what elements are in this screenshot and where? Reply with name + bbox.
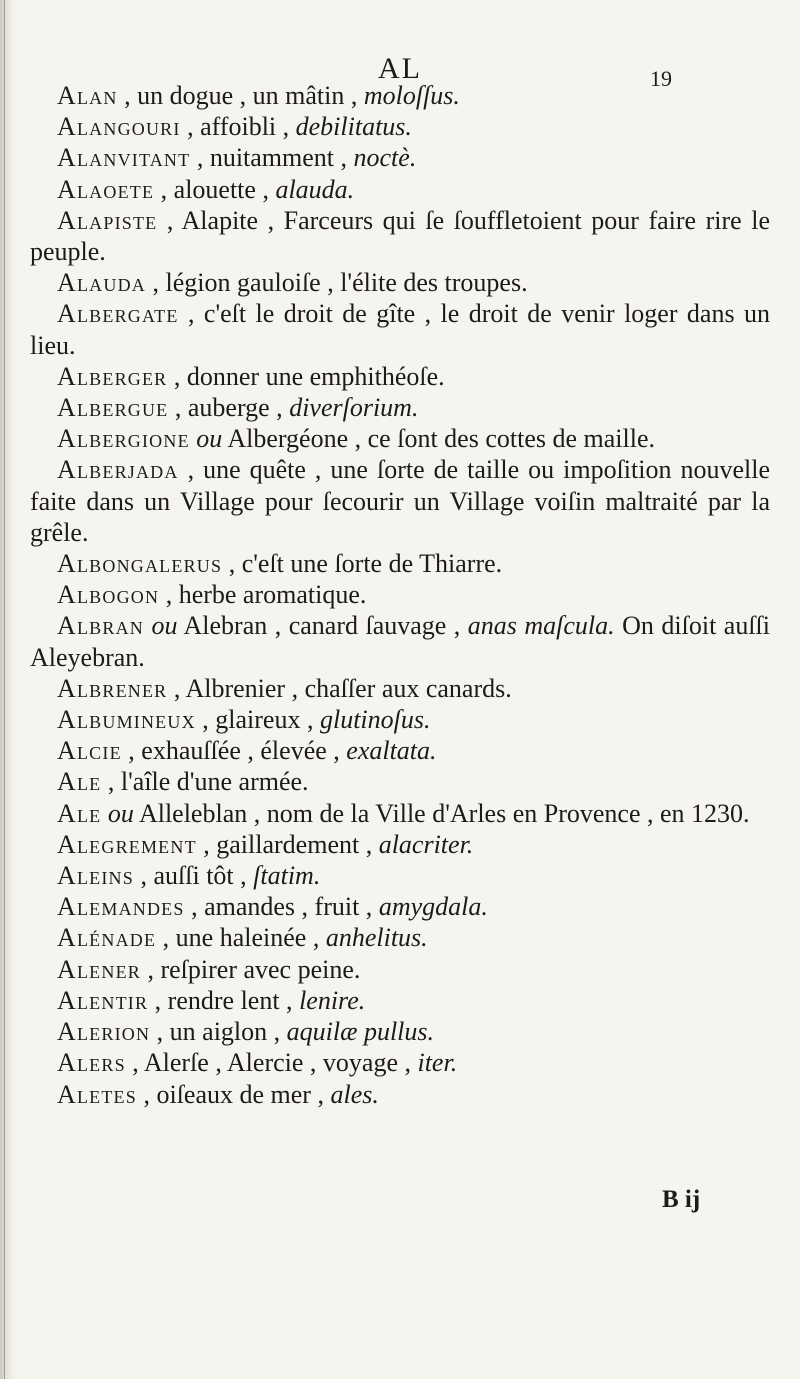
entry-definition: c'eſt le droit de gîte , le droit de venir loger dans un lieu. bbox=[30, 299, 770, 360]
entry-headword: Alberjada bbox=[57, 455, 179, 485]
entry-separator: , bbox=[184, 892, 205, 922]
entry-definition: rendre lent , bbox=[167, 985, 300, 1015]
entry-separator: , bbox=[190, 143, 210, 173]
entry-separator: , bbox=[178, 455, 204, 485]
entry-headword: Alanvitant bbox=[57, 143, 191, 173]
entry-separator: , bbox=[125, 1048, 144, 1078]
entry-headword: Alcie bbox=[57, 736, 122, 766]
dictionary-entries bbox=[30, 80, 770, 1110]
dictionary-entry bbox=[30, 423, 770, 454]
dictionary-entry bbox=[30, 985, 770, 1016]
dictionary-entry bbox=[30, 392, 770, 423]
entry-headword: Albergione bbox=[57, 424, 190, 454]
dictionary-entry bbox=[30, 610, 770, 672]
entry-definition: c'eſt une ſorte de Thiarre. bbox=[241, 549, 503, 579]
entry-definition: Alerſe , Alercie , voyage , bbox=[143, 1048, 418, 1078]
entry-definition: gaillardement , bbox=[216, 829, 379, 859]
entry-separator: , bbox=[222, 549, 242, 579]
entry-headword: Alapiste bbox=[57, 205, 158, 235]
entry-separator: , bbox=[157, 205, 182, 235]
entry-definition: alouette , bbox=[173, 174, 276, 204]
page-gutter bbox=[0, 0, 14, 1379]
entry-definition: l'aîle d'une armée. bbox=[120, 767, 309, 797]
entry-headword: Alberger bbox=[57, 361, 168, 391]
entry-headword: Ale bbox=[57, 767, 102, 797]
entry-latin-gloss: ou bbox=[107, 798, 134, 828]
entry-headword: Alaoete bbox=[57, 174, 155, 204]
entry-headword: Alegrement bbox=[57, 829, 197, 859]
entry-latin-gloss: anhelitus. bbox=[325, 923, 428, 953]
entry-latin-gloss: diverſorium. bbox=[289, 393, 419, 423]
entry-headword: Albogon bbox=[57, 580, 160, 610]
entry-separator: , bbox=[150, 1017, 170, 1047]
entry-definition: glaireux , bbox=[215, 705, 320, 735]
entry-separator: , bbox=[195, 705, 216, 735]
entry-definition: reſpirer avec peine. bbox=[160, 954, 361, 984]
entry-definition: Alebran , canard ſauvage , bbox=[177, 611, 468, 641]
entry-headword: Alerion bbox=[57, 1017, 151, 1047]
dictionary-entry bbox=[30, 1047, 770, 1078]
dictionary-entry bbox=[30, 174, 770, 205]
dictionary-entry bbox=[30, 298, 770, 360]
entry-separator: , bbox=[168, 393, 188, 423]
entry-headword: Ale bbox=[57, 798, 102, 828]
entry-definition: légion gauloiſe , l'élite des troupes. bbox=[165, 268, 528, 298]
entry-latin-gloss: iter. bbox=[417, 1048, 458, 1078]
entry-definition: herbe aromatique. bbox=[178, 580, 367, 610]
entry-separator: , bbox=[148, 985, 168, 1015]
entry-definition: affoibli , bbox=[200, 112, 296, 142]
entry-separator: , bbox=[178, 299, 204, 329]
page-edge-line bbox=[4, 0, 5, 1379]
entry-headword: Aleins bbox=[57, 861, 134, 891]
entry-headword: Albongalerus bbox=[57, 549, 223, 579]
entry-separator: , bbox=[136, 1079, 157, 1109]
entry-definition: une quête , une ſorte de taille ou impoſition nouvelle faite dans un Village pour ſecourir un Village voiſin maltraité par la grêle. bbox=[30, 455, 770, 547]
entry-separator: , bbox=[121, 736, 142, 766]
dictionary-entry bbox=[30, 766, 770, 797]
dictionary-entry bbox=[30, 860, 770, 891]
entry-latin-gloss: amygdala. bbox=[378, 892, 488, 922]
entry-latin-gloss: aquilæ pullus. bbox=[286, 1017, 435, 1047]
dictionary-entry bbox=[30, 829, 770, 860]
entry-latin-gloss: alauda. bbox=[275, 174, 355, 204]
entry-latin-gloss: glutinoſus. bbox=[319, 705, 431, 735]
dictionary-entry bbox=[30, 735, 770, 766]
entry-latin-gloss: moloſſus. bbox=[363, 81, 460, 110]
running-head: AL bbox=[378, 52, 422, 85]
entry-separator: , bbox=[101, 767, 121, 797]
entry-latin-gloss: lenire. bbox=[299, 985, 366, 1015]
dictionary-entry bbox=[30, 205, 770, 267]
entry-definition: exhauſſée , élevée , bbox=[141, 736, 347, 766]
entry-headword: Alangouri bbox=[57, 112, 181, 142]
entry-headword: Alentir bbox=[57, 985, 149, 1015]
entry-latin-gloss: debilitatus. bbox=[295, 112, 412, 142]
entry-separator: , bbox=[167, 673, 186, 703]
page-number: 19 bbox=[650, 66, 672, 91]
entry-separator: , bbox=[180, 112, 201, 142]
entry-latin-gloss: anas maſcula. bbox=[467, 611, 615, 641]
dictionary-entry bbox=[30, 954, 770, 985]
entry-latin-gloss: alacriter. bbox=[378, 829, 474, 859]
entry-latin-gloss: ou bbox=[151, 611, 178, 641]
entry-separator: , bbox=[167, 361, 187, 391]
dictionary-entry bbox=[30, 704, 770, 735]
dictionary-entry bbox=[30, 891, 770, 922]
entry-separator: , bbox=[159, 580, 179, 610]
dictionary-entry bbox=[30, 1016, 770, 1047]
entry-headword: Alénade bbox=[57, 923, 157, 953]
dictionary-entry bbox=[30, 111, 770, 142]
entry-definition: oiſeaux de mer , bbox=[156, 1079, 331, 1109]
entry-definition: Albrenier , chaſſer aux canards. bbox=[185, 673, 512, 703]
entry-separator: , bbox=[145, 268, 166, 298]
entry-latin-gloss: noctè. bbox=[353, 143, 417, 173]
entry-separator: , bbox=[154, 174, 174, 204]
entry-headword: Albergue bbox=[57, 393, 169, 423]
entry-definition: auſſi tôt , bbox=[153, 861, 254, 891]
dictionary-entry bbox=[30, 361, 770, 392]
dictionary-entry bbox=[30, 922, 770, 953]
entry-definition: un aiglon , bbox=[169, 1017, 287, 1047]
entry-definition: Albergéone , ce ſont des cottes de maille. bbox=[222, 424, 655, 454]
entry-separator: , bbox=[156, 923, 176, 953]
dictionary-entry bbox=[30, 548, 770, 579]
entry-headword: Aletes bbox=[57, 1079, 137, 1109]
dictionary-entry bbox=[30, 1079, 770, 1110]
dictionary-entry bbox=[30, 142, 770, 173]
dictionary-entry bbox=[30, 454, 770, 548]
entry-definition: un dogue , un mâtin , bbox=[137, 81, 364, 110]
entry-definition: Alapite , Farceurs qui ſe ſouffletoient pour faire rire le peuple. bbox=[30, 205, 770, 267]
entry-separator: , bbox=[140, 954, 161, 984]
entry-latin-gloss: ſtatim. bbox=[253, 861, 321, 891]
entry-separator: , bbox=[133, 861, 154, 891]
entry-headword: Alemandes bbox=[57, 892, 185, 922]
dictionary-entry bbox=[30, 579, 770, 610]
entry-headword: Albrener bbox=[57, 673, 168, 703]
entry-definition: On diſoit auſſi Aleyebran. bbox=[30, 611, 770, 672]
entry-definition: auberge , bbox=[187, 393, 290, 423]
entry-latin-gloss: exaltata. bbox=[346, 736, 437, 766]
dictionary-entry bbox=[30, 673, 770, 704]
entry-separator: , bbox=[196, 829, 217, 859]
entry-definition: donner une emphithéoſe. bbox=[186, 361, 445, 391]
entry-latin-gloss: ou bbox=[196, 424, 223, 454]
signature-mark: B ij bbox=[662, 1186, 701, 1213]
entry-definition: une haleinée , bbox=[175, 923, 326, 953]
entry-headword: Albumineux bbox=[57, 705, 196, 735]
entry-headword: Alers bbox=[57, 1048, 126, 1078]
entry-headword: Alauda bbox=[57, 268, 146, 298]
entry-headword: Albran bbox=[57, 611, 144, 641]
entry-separator: , bbox=[117, 81, 138, 110]
entry-headword: Alener bbox=[57, 954, 141, 984]
entry-definition: Alleleblan , nom de la Ville d'Arles en Provence , en 1230. bbox=[133, 798, 750, 828]
entry-definition: amandes , fruit , bbox=[204, 892, 379, 922]
dictionary-entry bbox=[30, 80, 770, 111]
entry-definition: nuitamment , bbox=[209, 143, 354, 173]
dictionary-entry bbox=[30, 267, 770, 298]
entry-latin-gloss: ales. bbox=[330, 1079, 379, 1109]
dictionary-entry bbox=[30, 798, 770, 829]
entry-headword: Albergate bbox=[57, 299, 179, 329]
entry-headword: Alan bbox=[57, 81, 118, 110]
